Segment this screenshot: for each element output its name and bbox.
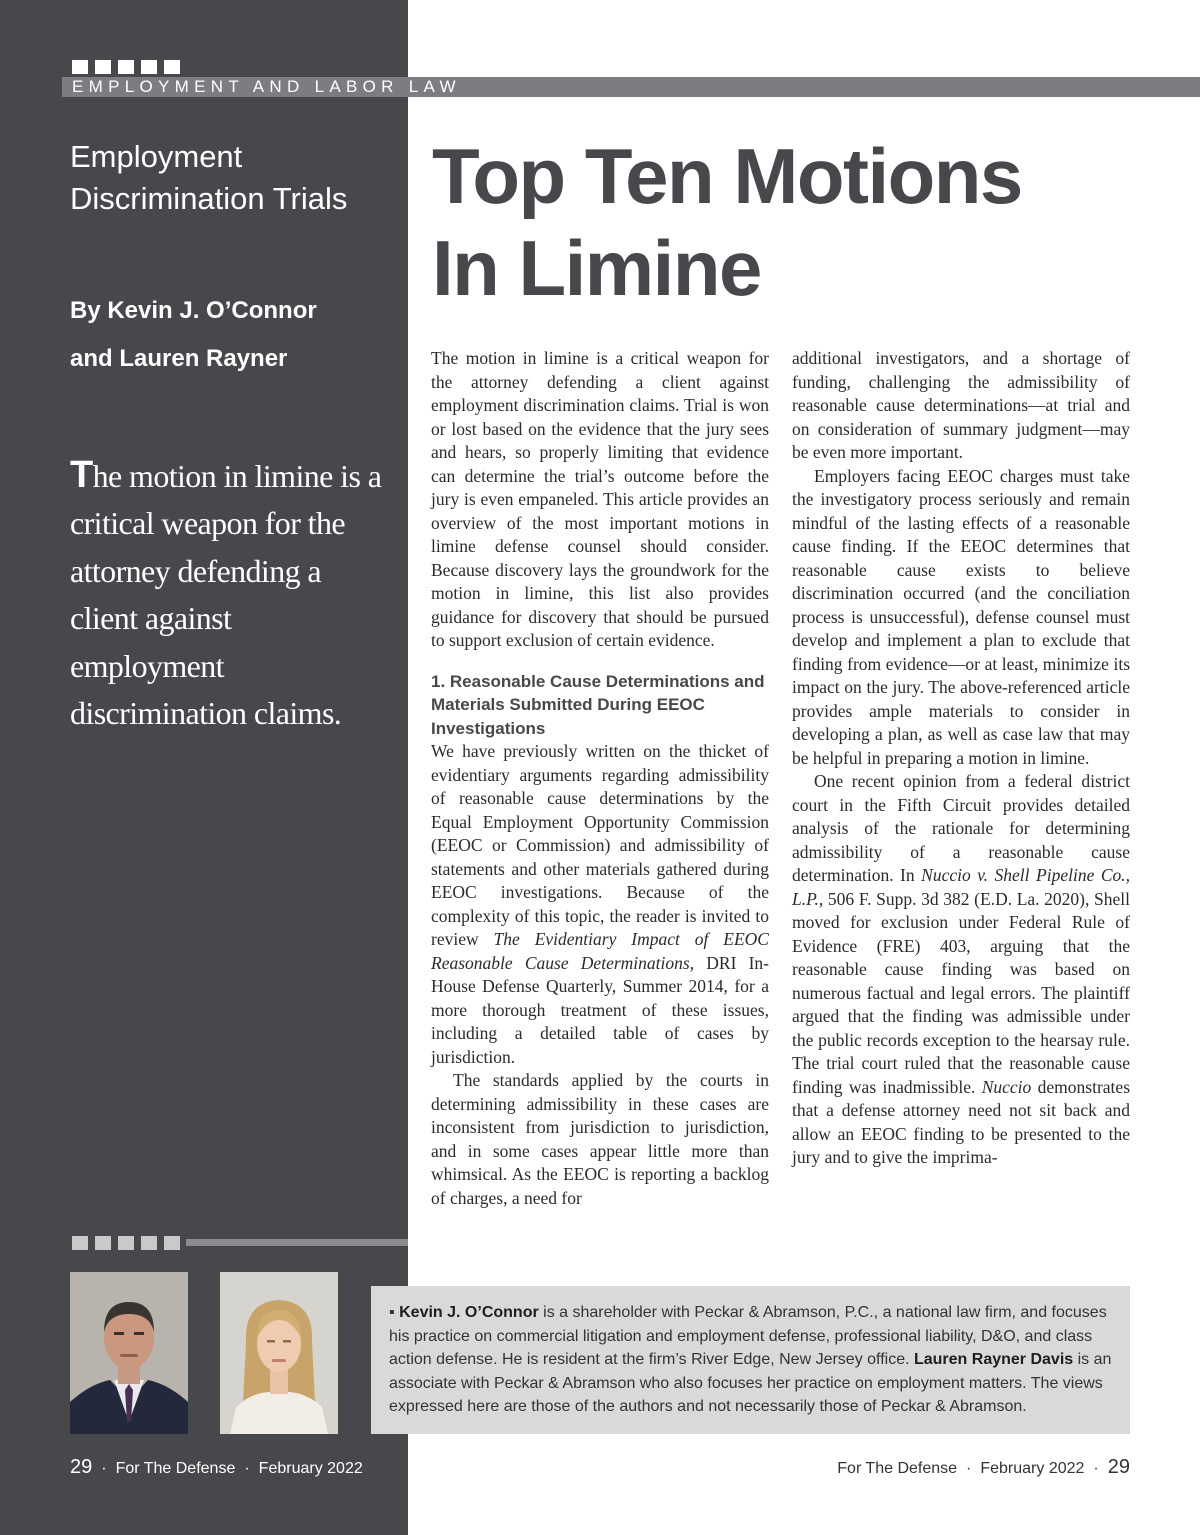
byline-line2: and Lauren Rayner [70, 345, 288, 372]
section-label: EMPLOYMENT AND LABOR LAW [72, 77, 461, 96]
series-title-line1: Employment [70, 139, 243, 174]
decorative-rule [186, 1239, 408, 1246]
bio-author-name: Kevin J. O’Connor [399, 1304, 539, 1321]
case-name: Nuccio [981, 1076, 1032, 1097]
body-paragraph: The standards applied by the courts in determining admissibility in these cases are inconsistent from jurisdiction to jurisdiction, and in some cases appear little more than whimsical. As the EEOC is reporting a backlog of charges, a need for [431, 1070, 769, 1208]
footer-separator: · [101, 1460, 107, 1477]
article-title [432, 130, 1022, 314]
footer-separator: · [966, 1460, 972, 1477]
article-title-line1: Top Ten Motions [432, 132, 1022, 220]
byline [70, 287, 317, 383]
author-photo-kevin-oconnor [70, 1272, 188, 1434]
pull-quote-text: he motion in limine is a critical weapon for the attorney defending a client against employment discrimination claims. [70, 458, 382, 732]
byline-line1: By Kevin J. O’Connor [70, 297, 317, 324]
page-number: 29 [70, 1456, 93, 1478]
article-column-2 [792, 347, 1130, 1170]
body-paragraph: The motion in limine is a critical weapon for the attorney defending a client against employment discrimination claims. Trial is won or lost based on the evidence that the jury sees and hears, so properly limiting that evidence can determine the trial’s outcome before the jury is even empaneled. This article provides an overview of the most important motions in limine defense counsel should consider. Because discovery lays the groundwork for the motion in limine, this list also provides guidance for discovery that should be pursued to support exclusion of certain evidence. [431, 348, 769, 650]
footer-date: February 2022 [980, 1460, 1085, 1477]
footer-separator: · [244, 1460, 250, 1477]
page-number: 29 [1107, 1456, 1130, 1478]
footer-separator: · [1093, 1460, 1099, 1477]
body-paragraph: We have previously written on the thicket of evidentiary arguments regarding admissibility of reasonable cause determinations by the Equal Employment Opportunity Commission (EEOC or Commission) and admissibility of statements and other materials gathered during EEOC investigations. Because of the complexity of this topic, the reader is invited to review The Evidentiary Impact of EEOC Reasonable Cause Determinations, DRI In-House Defense Quarterly, Summer 2014, for a more thorough treatment of these issues, including a detailed table of cases by jurisdiction. [431, 741, 770, 1067]
bio-bullet: ▪ [389, 1304, 395, 1321]
footer-publication: For The Defense [115, 1460, 236, 1477]
author-bio-box: ▪ Kevin J. O’Connor is a shareholder with Peckar & Abramson, P.C., a national law firm, and focuses his practice on commercial litigation and employment defense, professional liability, D&O, and class action defense. He is resident at the firm’s River Edge, New Jersey office. Lauren Rayner Davis is an associate with Peckar & Abramson who also focuses her practice on employment matters. The views expressed here are those of the authors and not necessarily those of Peckar & Abramson. [371, 1286, 1130, 1434]
case-citation: Nuccio v. Shell Pipeline Co., L.P. [792, 865, 1130, 909]
section-heading: 1. Reasonable Cause Determinations and Materials Submitted During EEOC Investigations [431, 671, 765, 738]
footer-right [837, 1456, 1130, 1479]
sidebar-panel [0, 0, 408, 1535]
decorative-squares-bottom [72, 1236, 180, 1250]
article-column-1 [431, 347, 769, 1210]
citation-title: The Evidentiary Impact of EEOC Reasonable Cause Determinations [431, 929, 769, 973]
article-title-line2: In Limine [432, 224, 761, 312]
footer-date: February 2022 [258, 1460, 363, 1477]
body-paragraph: Employers facing EEOC charges must take the investigatory process seriously and remain mindful of the lasting effects of a reasonable cause finding. If the EEOC determines that reasonable cause exists to believe discrimination occurred (and the conciliation process is unsuccessful), defense counsel must develop and implement a plan to exclude that finding from evidence—or at least, minimize its impact on the jury. The above-referenced article provides ample materials to consider in developing a plan, as well as case law that may be helpful in preparing a motion in limine. [792, 465, 1130, 768]
bio-author-name: Lauren Rayner Davis [913, 1351, 1074, 1368]
pull-quote [70, 452, 390, 737]
pull-quote-dropcap: T [70, 454, 93, 496]
body-paragraph: One recent opinion from a federal district court in the Fifth Circuit provides detailed analysis of the rationale for determining admissibility of a reasonable cause determination. In Nuccio v. Shell Pipeline Co., L.P., 506 F. Supp. 3d 382 (E.D. La. 2020), Shell moved for exclusion under Federal Rule of Evidence (FRE) 403, arguing that the reasonable cause finding was based on numerous factual and legal errors. The plaintiff argued that the finding was admissible under the public records exception to the hearsay rule. The trial court ruled that the reasonable cause finding was inadmissible. Nuccio demonstrates that a defense attorney need not sit back and allow an EEOC finding to be presented to the jury and to give the imprima- [792, 771, 1131, 1167]
author-photo-lauren-rayner [220, 1272, 338, 1434]
decorative-squares-top [72, 60, 180, 74]
body-paragraph: additional investigators, and a shortage of funding, challenging the admissibility of reasonable cause determinations—at trial and on consideration of summary judgment—may be even more important. [792, 348, 1130, 462]
footer-publication: For The Defense [837, 1460, 958, 1477]
series-title [70, 136, 347, 220]
footer-left [70, 1456, 363, 1479]
series-title-line2: Discrimination Trials [70, 181, 348, 216]
